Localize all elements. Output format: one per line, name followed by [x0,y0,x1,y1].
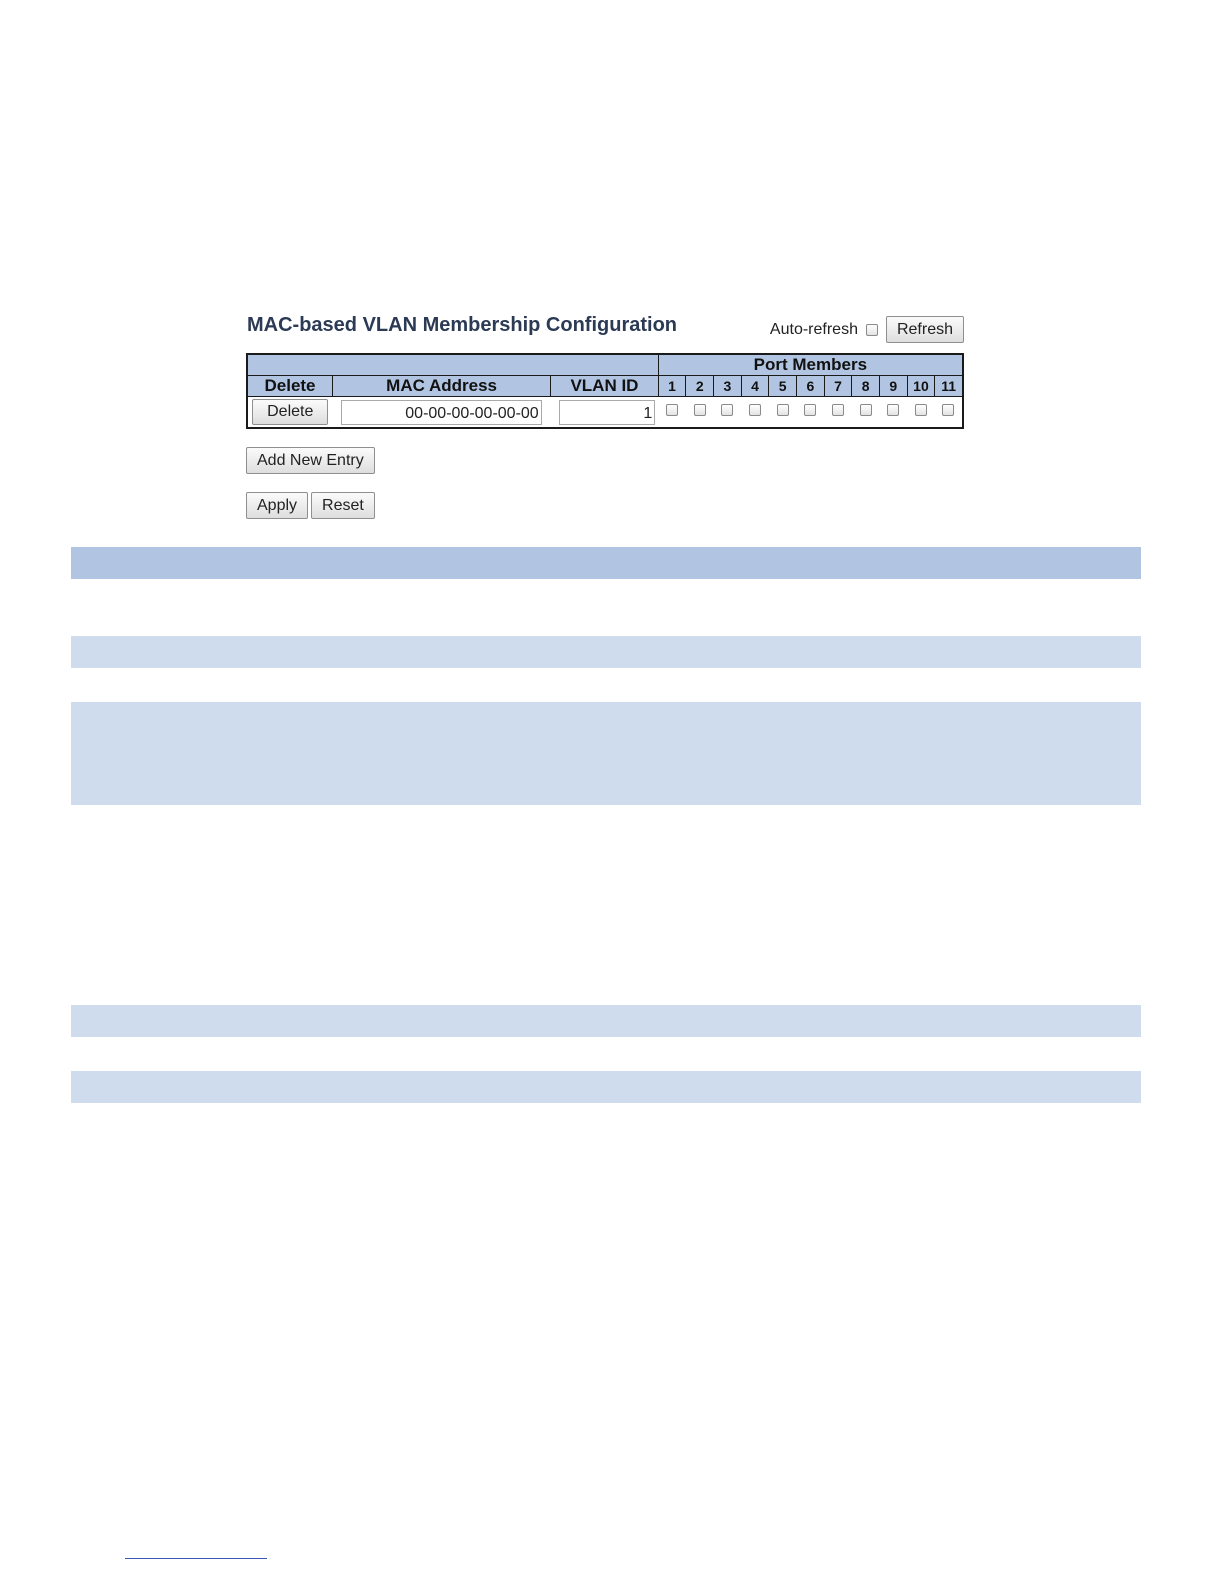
port-3-cell [714,397,742,429]
port-2-cell [686,397,714,429]
port-5-header: 5 [769,376,797,397]
port-9-cell [879,397,907,429]
port-7-cell [824,397,852,429]
delete-entry-button[interactable]: Delete [252,399,328,425]
port-8-member-checkbox[interactable] [860,404,872,416]
port-5-member-checkbox[interactable] [777,404,789,416]
section-band [71,702,1141,805]
auto-refresh-checkbox[interactable] [866,324,878,336]
section-band [71,1005,1141,1037]
port-1-header: 1 [658,376,686,397]
section-band [71,636,1141,668]
membership-table [246,353,964,429]
vlan-id-column-header: VLAN ID [551,376,659,397]
port-7-header: 7 [824,376,852,397]
header-spacer [247,354,658,376]
port-10-member-checkbox[interactable] [915,404,927,416]
mac-address-input[interactable]: 00-00-00-00-00-00 [341,400,542,425]
add-new-entry-button[interactable]: Add New Entry [246,447,375,474]
refresh-button[interactable]: Refresh [886,316,964,343]
port-9-header: 9 [879,376,907,397]
port-9-member-checkbox[interactable] [887,404,899,416]
footnote-separator [125,1558,267,1559]
port-11-member-checkbox[interactable] [942,404,954,416]
mac-address-cell [333,397,551,429]
reset-button[interactable]: Reset [311,492,375,519]
port-3-header: 3 [714,376,742,397]
section-band [71,1071,1141,1103]
port-6-member-checkbox[interactable] [804,404,816,416]
port-1-cell [658,397,686,429]
port-4-member-checkbox[interactable] [749,404,761,416]
port-8-header: 8 [852,376,880,397]
vlan-id-cell [551,397,659,429]
section-band [71,547,1141,579]
port-members-header: Port Members [658,354,963,376]
table-row [247,397,963,429]
port-6-cell [797,397,825,429]
mac-vlan-config-panel [246,310,966,519]
refresh-controls [770,316,964,343]
port-2-header: 2 [686,376,714,397]
port-10-cell [907,397,935,429]
mac-address-column-header: MAC Address [333,376,551,397]
delete-cell [247,397,333,429]
page-title: MAC-based VLAN Membership Configuration [247,314,678,336]
port-1-member-checkbox[interactable] [666,404,678,416]
title-row [246,310,966,348]
delete-column-header: Delete [247,376,333,397]
port-5-cell [769,397,797,429]
apply-button[interactable]: Apply [246,492,308,519]
vlan-id-input[interactable]: 1 [559,400,656,425]
port-4-header: 4 [741,376,769,397]
port-2-member-checkbox[interactable] [694,404,706,416]
auto-refresh-label: Auto-refresh [769,320,858,338]
port-11-header: 11 [935,376,963,397]
port-10-header: 10 [907,376,935,397]
port-4-cell [741,397,769,429]
port-11-cell [935,397,963,429]
port-8-cell [852,397,880,429]
port-7-member-checkbox[interactable] [832,404,844,416]
port-3-member-checkbox[interactable] [721,404,733,416]
port-6-header: 6 [797,376,825,397]
